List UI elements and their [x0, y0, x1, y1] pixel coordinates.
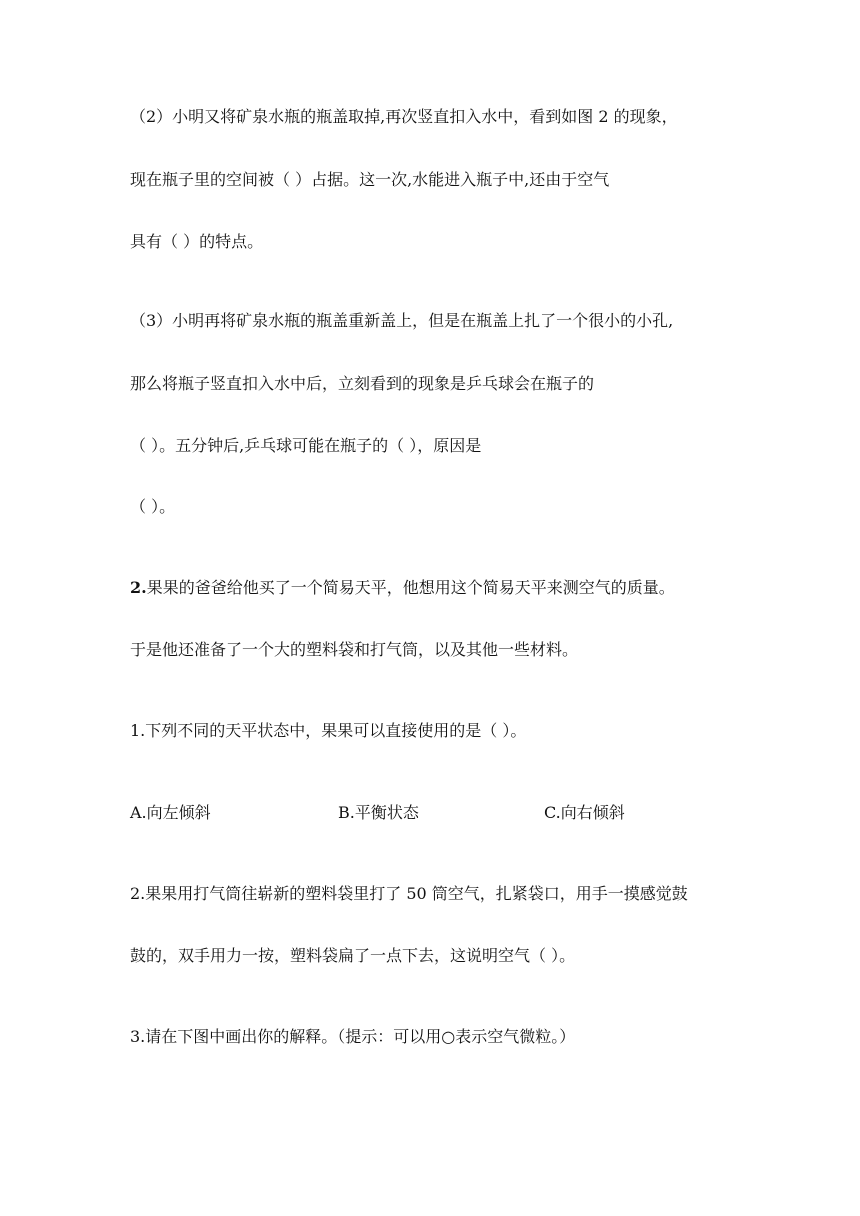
q2-sub1-question: 1.下列不同的天平状态中，果果可以直接使用的是（ ）。	[130, 721, 527, 740]
q2-intro-line1	[130, 577, 675, 599]
q1-part3-line2: 那么将瓶子竖直扣入水中后，立刻看到的现象是乒乓球会在瓶子的	[130, 374, 595, 393]
q2-sub3-line1: 3.请在下图中画出你的解释。（提示：可以用○表示空气微粒。）	[130, 1027, 576, 1046]
q2-sub2-line1: 2.果果用打气筒往崭新的塑料袋里打了 50 筒空气，扎紧袋口，用手一摸感觉鼓	[130, 884, 688, 903]
q2-sub2-line2: 鼓的，双手用力一按，塑料袋扁了一点下去，这说明空气（ ）。	[130, 946, 576, 965]
option-c: C.向右倾斜	[544, 803, 625, 822]
option-b: B.平衡状态	[338, 803, 419, 822]
q1-part3-line4: （ ）。	[130, 497, 176, 516]
option-a: A.向左倾斜	[130, 803, 211, 822]
q1-part3-line1: （3）小明再将矿泉水瓶的瓶盖重新盖上，但是在瓶盖上扎了一个很小的小孔,	[130, 311, 674, 330]
q1-part2-line1: （2）小明又将矿泉水瓶的瓶盖取掉,再次竖直扣入水中，看到如图 2 的现象，	[130, 107, 678, 126]
q1-part2-line3: 具有（ ）的特点。	[130, 232, 264, 251]
q2-intro-text: 果果的爸爸给他买了一个简易天平，他想用这个简易天平来测空气的质量。	[146, 578, 675, 597]
question-number: 2.	[130, 578, 147, 597]
q2-intro-line2: 于是他还准备了一个大的塑料袋和打气筒，以及其他一些材料。	[130, 640, 579, 659]
q1-part2-line2: 现在瓶子里的空间被（ ）占据。这一次,水能进入瓶子中,还由于空气	[130, 170, 610, 189]
q1-part3-line3: （ ）。五分钟后,乒乓球可能在瓶子的（ ），原因是	[130, 436, 482, 455]
